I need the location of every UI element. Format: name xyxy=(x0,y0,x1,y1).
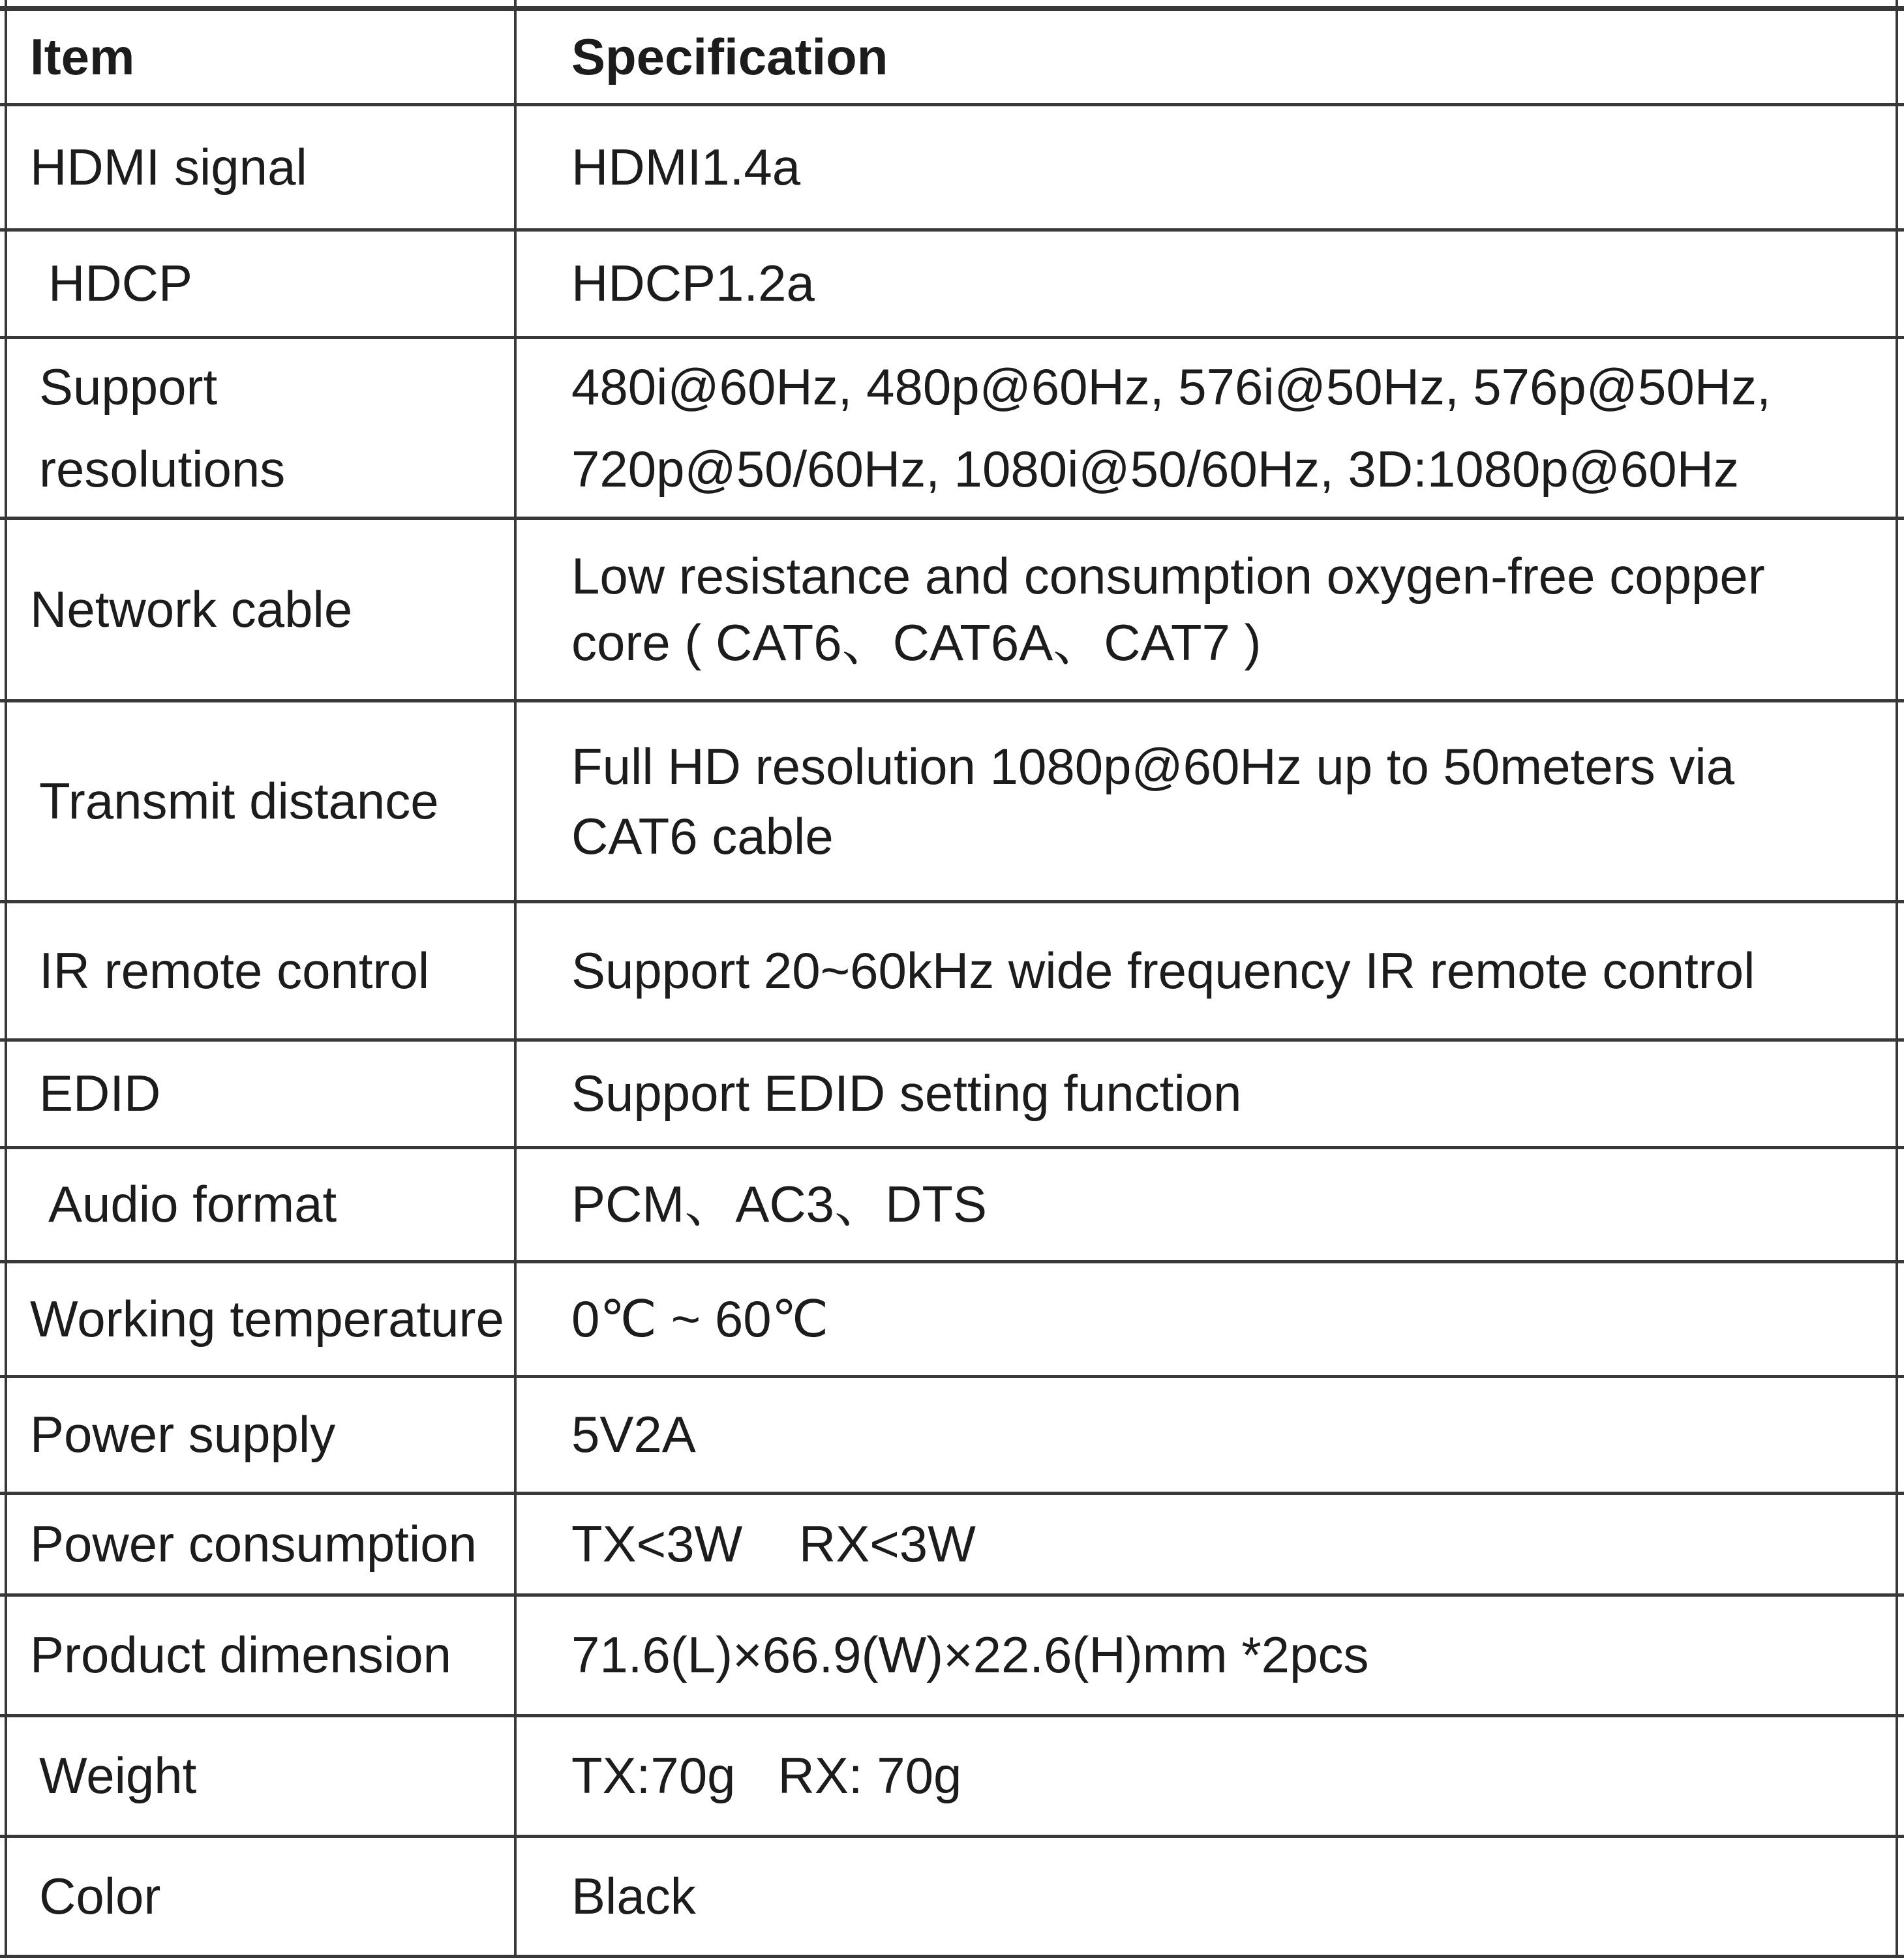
item-label: Audio format xyxy=(48,1175,337,1233)
spec-value-line2: core ( CAT6、CAT6A、CAT7 ) xyxy=(571,613,1262,671)
table-row-edid xyxy=(0,1042,1904,1149)
spec-value: 71.6(L)×66.9(W)×22.6(H)mm *2pcs xyxy=(571,1626,1369,1684)
spec-value: 5V2A xyxy=(571,1406,696,1464)
item-cell xyxy=(0,1042,514,1146)
table-row-weight xyxy=(0,1717,1904,1838)
item-label: EDID xyxy=(39,1064,161,1122)
column-header-specification: Specification xyxy=(571,27,888,85)
spec-cell xyxy=(514,1717,1904,1835)
spec-value-line2: 720p@50/60Hz, 1080i@50/60Hz, 3D:1080p@60Hz xyxy=(571,440,1740,498)
spec-cell xyxy=(514,903,1904,1038)
spec-cell xyxy=(514,106,1904,228)
spec-value-line1: Low resistance and consumption oxygen-free copper xyxy=(571,547,1765,605)
item-label: Weight xyxy=(39,1747,197,1805)
item-label: Transmit distance xyxy=(39,772,439,830)
column-header-item: Item xyxy=(30,27,135,85)
item-label: Network cable xyxy=(30,580,353,638)
table-row-hdmi-signal xyxy=(0,106,1904,232)
table-row-ir-remote-control xyxy=(0,903,1904,1042)
table-column-divider xyxy=(514,0,517,1958)
spec-cell xyxy=(514,1149,1904,1260)
item-label: HDMI signal xyxy=(30,138,307,196)
spec-cell xyxy=(514,1263,1904,1375)
table-border-right xyxy=(1896,0,1898,1958)
item-label: Color xyxy=(39,1867,161,1925)
item-label: IR remote control xyxy=(39,941,430,999)
spec-cell xyxy=(514,520,1904,699)
spec-cell xyxy=(514,1495,1904,1593)
table-row-support-resolutions xyxy=(0,339,1904,520)
item-cell xyxy=(0,1838,514,1955)
spec-value: Support 20~60kHz wide frequency IR remote control xyxy=(571,941,1755,999)
table-border-left xyxy=(5,0,7,1958)
table-row-hdcp xyxy=(0,232,1904,339)
spec-value: TX<3W RX<3W xyxy=(571,1514,976,1573)
spec-cell xyxy=(514,1838,1904,1955)
item-cell xyxy=(0,106,514,228)
table-row-product-dimension xyxy=(0,1597,1904,1717)
item-cell xyxy=(0,1149,514,1260)
spec-value: Support EDID setting function xyxy=(571,1064,1242,1122)
item-cell xyxy=(0,702,514,900)
item-label-line2: resolutions xyxy=(39,440,286,498)
table-top-partial-row xyxy=(0,0,1904,11)
table-row-network-cable xyxy=(0,520,1904,702)
table-header-row xyxy=(0,11,1904,106)
spec-value: HDMI1.4a xyxy=(571,138,801,196)
table-row-working-temperature xyxy=(0,1263,1904,1378)
spec-value: Black xyxy=(571,1867,696,1925)
table-row-transmit-distance xyxy=(0,702,1904,903)
spec-value-line2: CAT6 cable xyxy=(571,807,834,865)
item-label: HDCP xyxy=(48,254,193,312)
spec-value: HDCP1.2a xyxy=(571,254,815,312)
spec-value: PCM、AC3、DTS xyxy=(571,1175,988,1233)
item-label-line1: Support xyxy=(39,357,218,415)
item-cell xyxy=(0,1597,514,1714)
header-cell-item xyxy=(0,11,514,103)
spec-cell xyxy=(514,1597,1904,1714)
item-cell xyxy=(0,1495,514,1593)
item-cell xyxy=(0,1263,514,1375)
spec-cell xyxy=(514,339,1904,517)
spec-value: 0℃ ~ 60℃ xyxy=(571,1289,829,1348)
item-label: Power consumption xyxy=(30,1514,477,1573)
spec-cell xyxy=(514,702,1904,900)
spec-value: TX:70g RX: 70g xyxy=(571,1747,962,1805)
item-cell xyxy=(0,1378,514,1492)
item-cell xyxy=(0,1717,514,1835)
item-label: Power supply xyxy=(30,1406,336,1464)
table-row-audio-format xyxy=(0,1149,1904,1263)
spec-cell xyxy=(514,1378,1904,1492)
item-cell xyxy=(0,903,514,1038)
table-row-power-consumption xyxy=(0,1495,1904,1597)
item-cell xyxy=(0,520,514,699)
item-label: Working temperature xyxy=(30,1289,504,1348)
spec-value-line1: Full HD resolution 1080p@60Hz up to 50meters via xyxy=(571,738,1735,796)
item-cell xyxy=(0,339,514,517)
spec-cell xyxy=(514,1042,1904,1146)
spec-value-line1: 480i@60Hz, 480p@60Hz, 576i@50Hz, 576p@50Hz, xyxy=(571,357,1771,415)
item-label: Product dimension xyxy=(30,1626,452,1684)
table-row-color xyxy=(0,1838,1904,1958)
table-row-power-supply xyxy=(0,1378,1904,1495)
item-cell xyxy=(0,232,514,336)
spec-cell xyxy=(514,232,1904,336)
header-cell-specification xyxy=(514,11,1904,103)
